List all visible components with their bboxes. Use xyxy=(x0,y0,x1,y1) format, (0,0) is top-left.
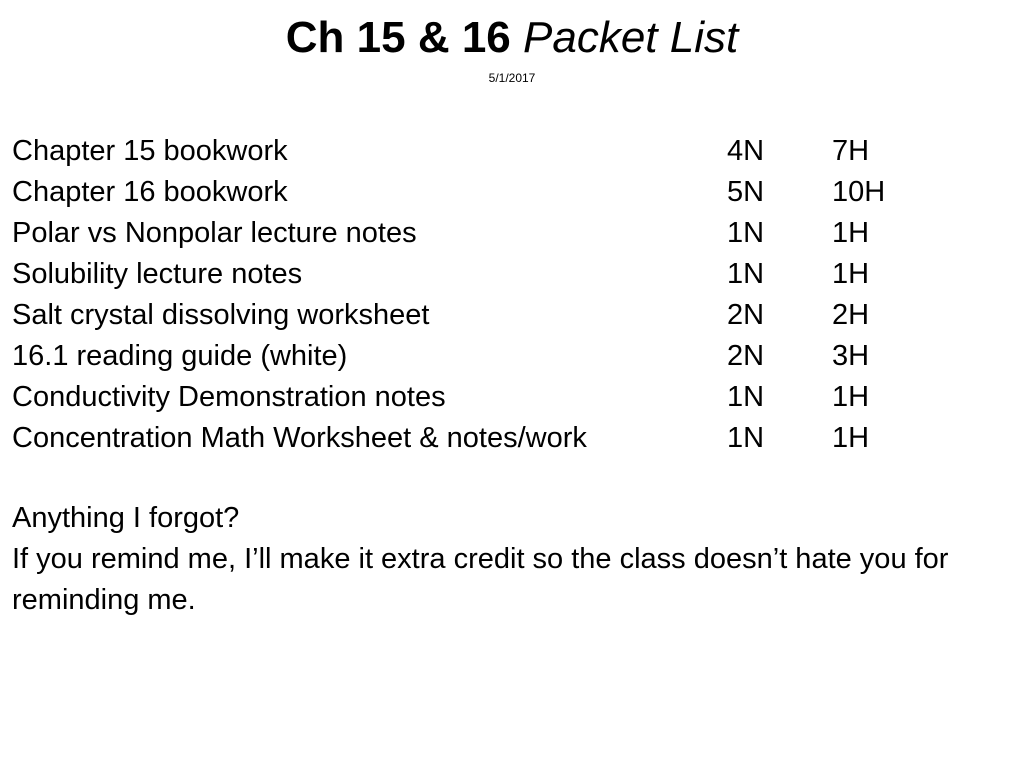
item-normal-count: 1N xyxy=(727,422,765,454)
item-honors-count: 7H xyxy=(832,135,870,167)
item-honors-count: 1H xyxy=(832,422,870,454)
list-item xyxy=(12,213,1012,254)
list-item xyxy=(12,336,1012,377)
item-name: Salt crystal dissolving worksheet xyxy=(12,299,430,331)
item-honors-count: 3H xyxy=(832,340,870,372)
item-honors-count: 1H xyxy=(832,217,870,249)
item-name: Solubility lecture notes xyxy=(12,258,303,290)
slide-date: 5/1/2017 xyxy=(488,71,536,85)
item-name: Concentration Math Worksheet & notes/work xyxy=(12,422,587,454)
item-honors-count: 10H xyxy=(832,176,886,208)
item-normal-count: 1N xyxy=(727,217,765,249)
item-name: Chapter 15 bookwork xyxy=(12,135,288,167)
list-item xyxy=(12,295,1012,336)
list-item xyxy=(12,172,1012,213)
item-normal-count: 1N xyxy=(727,258,765,290)
item-name: Conductivity Demonstration notes xyxy=(12,381,446,413)
title-packet-list: Packet List xyxy=(523,13,739,62)
title-chapters: Ch 15 & 16 xyxy=(285,13,511,62)
item-name: 16.1 reading guide (white) xyxy=(12,340,348,372)
item-honors-count: 1H xyxy=(832,381,870,413)
list-item xyxy=(12,377,1012,418)
packet-list xyxy=(12,131,1012,459)
item-name: Polar vs Nonpolar lecture notes xyxy=(12,217,417,249)
slide-title xyxy=(0,8,1024,68)
item-name: Chapter 16 bookwork xyxy=(12,176,288,208)
item-honors-count: 2H xyxy=(832,299,870,331)
list-item xyxy=(12,418,1012,459)
closing-question: Anything I forgot? xyxy=(12,502,240,534)
closing-note: If you remind me, I’ll make it extra credit so the class doesn’t hate you for reminding me. xyxy=(12,543,949,616)
item-normal-count: 4N xyxy=(727,135,765,167)
item-normal-count: 2N xyxy=(727,340,765,372)
item-normal-count: 1N xyxy=(727,381,765,413)
list-item xyxy=(12,131,1012,172)
closing-text xyxy=(12,498,1012,621)
item-normal-count: 2N xyxy=(727,299,765,331)
item-normal-count: 5N xyxy=(727,176,765,208)
list-item xyxy=(12,254,1012,295)
item-honors-count: 1H xyxy=(832,258,870,290)
